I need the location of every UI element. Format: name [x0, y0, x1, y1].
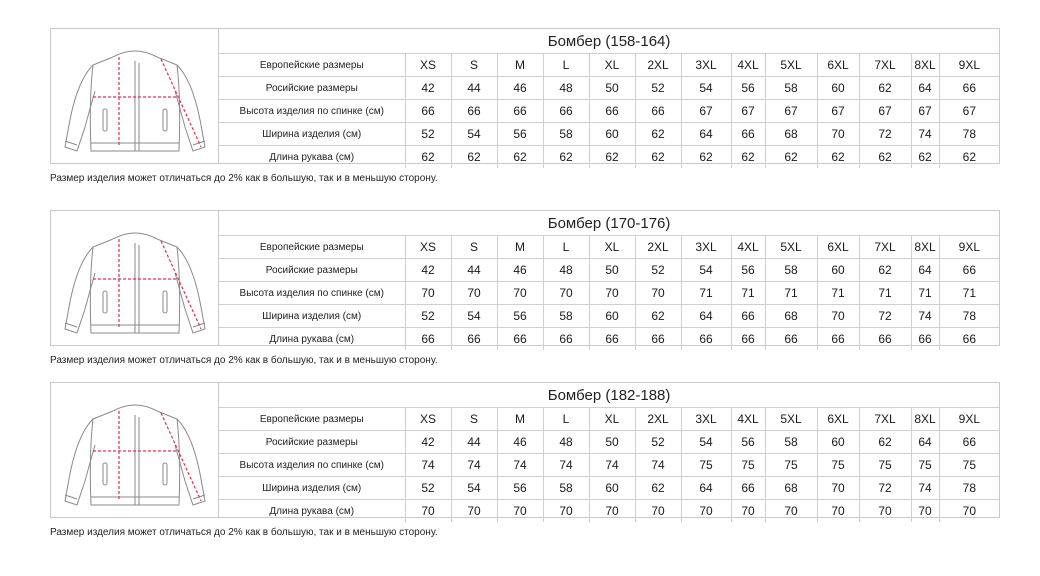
table-cell: 78: [939, 305, 999, 328]
table-cell: XL: [589, 54, 635, 77]
table-cell: 66: [765, 328, 817, 351]
table-cell: 62: [859, 259, 911, 282]
table-cell: 9XL: [939, 408, 999, 431]
table-cell: 56: [731, 431, 765, 454]
bomber-jacket-icon: [51, 211, 219, 345]
table-row: [219, 500, 999, 523]
table-cell: 75: [817, 454, 859, 477]
size-chart: [50, 210, 1000, 346]
table-cell: 4XL: [731, 408, 765, 431]
table-cell: 62: [635, 305, 681, 328]
table-cell: 74: [451, 454, 497, 477]
table-cell: 70: [731, 500, 765, 523]
table-cell: 52: [405, 123, 451, 146]
table-cell: M: [497, 408, 543, 431]
table-cell: 54: [681, 431, 731, 454]
table-cell: 74: [911, 305, 939, 328]
row-label: Европейские размеры: [219, 236, 405, 259]
table-cell: XL: [589, 408, 635, 431]
table-cell: 62: [635, 123, 681, 146]
table-cell: 62: [589, 146, 635, 169]
table-cell: M: [497, 54, 543, 77]
table-cell: 71: [765, 282, 817, 305]
row-label: Европейские размеры: [219, 408, 405, 431]
table-cell: 66: [939, 431, 999, 454]
table-cell: 70: [939, 500, 999, 523]
table-cell: 75: [765, 454, 817, 477]
table-row: [219, 54, 999, 77]
table-cell: 74: [589, 454, 635, 477]
table-cell: 3XL: [681, 408, 731, 431]
table-title-row: [219, 211, 999, 236]
table-row: [219, 454, 999, 477]
size-chart-block-3: [50, 382, 1000, 538]
table-cell: S: [451, 54, 497, 77]
table-cell: 5XL: [765, 408, 817, 431]
table-cell: S: [451, 236, 497, 259]
table-cell: 62: [817, 146, 859, 169]
table-cell: 50: [589, 431, 635, 454]
table-cell: 64: [681, 123, 731, 146]
row-label: Длина рукава (см): [219, 146, 405, 169]
table-title: Бомбер (182-188): [547, 386, 671, 404]
table-cell: 75: [939, 454, 999, 477]
table-cell: 62: [911, 146, 939, 169]
table-cell: 72: [859, 123, 911, 146]
table-cell: 9XL: [939, 236, 999, 259]
table-cell: 58: [765, 77, 817, 100]
table-cell: 70: [589, 500, 635, 523]
table-cell: 48: [543, 431, 589, 454]
table-cell: 52: [405, 477, 451, 500]
table-cell: 66: [589, 100, 635, 123]
table-cell: 70: [405, 500, 451, 523]
table-cell: 58: [543, 123, 589, 146]
table-cell: 66: [731, 328, 765, 351]
table-cell: 66: [451, 328, 497, 351]
table-cell: 42: [405, 259, 451, 282]
table-cell: 64: [681, 477, 731, 500]
table-cell: 54: [451, 305, 497, 328]
table-cell: 52: [405, 305, 451, 328]
table-cell: 62: [681, 146, 731, 169]
size-table: [219, 29, 999, 168]
table-cell: 70: [405, 282, 451, 305]
table-cell: 56: [497, 477, 543, 500]
table-cell: 62: [859, 431, 911, 454]
table-cell: 56: [731, 77, 765, 100]
table-cell: 71: [911, 282, 939, 305]
table-cell: 67: [859, 100, 911, 123]
table-cell: 60: [589, 477, 635, 500]
table-cell: 64: [681, 305, 731, 328]
row-label: Ширина изделия (см): [219, 123, 405, 146]
table-cell: 75: [681, 454, 731, 477]
bomber-jacket-icon: [51, 383, 219, 517]
table-cell: 66: [635, 328, 681, 351]
table-cell: M: [497, 236, 543, 259]
table-cell: 56: [497, 123, 543, 146]
table-cell: 64: [911, 431, 939, 454]
table-cell: 46: [497, 77, 543, 100]
table-row: [219, 305, 999, 328]
table-cell: 70: [497, 282, 543, 305]
table-cell: 68: [765, 123, 817, 146]
table-row: [219, 431, 999, 454]
table-cell: 66: [543, 100, 589, 123]
table-cell: 50: [589, 259, 635, 282]
size-chart: [50, 382, 1000, 518]
table-cell: 6XL: [817, 408, 859, 431]
row-label: Росийские размеры: [219, 259, 405, 282]
table-cell: 67: [911, 100, 939, 123]
table-cell: 71: [681, 282, 731, 305]
table-row: [219, 77, 999, 100]
table-cell: 71: [939, 282, 999, 305]
table-cell: L: [543, 236, 589, 259]
table-cell: 58: [765, 259, 817, 282]
table-cell: 67: [681, 100, 731, 123]
row-label: Росийские размеры: [219, 431, 405, 454]
table-cell: 66: [405, 100, 451, 123]
table-cell: 60: [589, 123, 635, 146]
table-cell: L: [543, 54, 589, 77]
table-cell: 66: [731, 123, 765, 146]
table-cell: 70: [859, 500, 911, 523]
bomber-jacket-icon: [51, 29, 219, 163]
table-cell: 5XL: [765, 54, 817, 77]
table-cell: 62: [859, 146, 911, 169]
table-cell: 56: [497, 305, 543, 328]
table-cell: 68: [765, 305, 817, 328]
table-cell: 66: [817, 328, 859, 351]
table-cell: 9XL: [939, 54, 999, 77]
table-cell: 71: [859, 282, 911, 305]
table-cell: 8XL: [911, 408, 939, 431]
table-cell: 62: [635, 477, 681, 500]
table-cell: 54: [681, 259, 731, 282]
table-cell: 66: [635, 100, 681, 123]
table-cell: 62: [635, 146, 681, 169]
table-cell: 46: [497, 259, 543, 282]
table-row: [219, 477, 999, 500]
table-title-row: [219, 29, 999, 54]
table-cell: L: [543, 408, 589, 431]
table-cell: 58: [765, 431, 817, 454]
table-cell: 8XL: [911, 54, 939, 77]
table-cell: 60: [817, 431, 859, 454]
table-cell: 7XL: [859, 408, 911, 431]
table-cell: 8XL: [911, 236, 939, 259]
table-cell: 62: [765, 146, 817, 169]
table-cell: 2XL: [635, 408, 681, 431]
table-row: [219, 100, 999, 123]
table-cell: 66: [911, 328, 939, 351]
table-cell: 60: [817, 259, 859, 282]
table-cell: 66: [859, 328, 911, 351]
table-cell: 74: [497, 454, 543, 477]
table-cell: 74: [911, 477, 939, 500]
table-cell: 78: [939, 123, 999, 146]
table-cell: 62: [939, 146, 999, 169]
table-cell: 48: [543, 77, 589, 100]
table-cell: 60: [589, 305, 635, 328]
table-title: Бомбер (158-164): [547, 32, 671, 50]
table-row: [219, 259, 999, 282]
table-cell: 70: [451, 500, 497, 523]
row-label: Высота изделия по спинке (см): [219, 282, 405, 305]
size-chart: [50, 28, 1000, 164]
table-cell: 54: [451, 123, 497, 146]
table-cell: 68: [765, 477, 817, 500]
table-cell: 67: [765, 100, 817, 123]
table-title: Бомбер (170-176): [547, 214, 671, 232]
table-title-row: [219, 383, 999, 408]
table-cell: 70: [817, 477, 859, 500]
table-cell: 66: [405, 328, 451, 351]
row-label: Ширина изделия (см): [219, 477, 405, 500]
table-cell: 66: [731, 305, 765, 328]
table-row: [219, 282, 999, 305]
row-label: Высота изделия по спинке (см): [219, 100, 405, 123]
table-cell: 60: [817, 77, 859, 100]
table-cell: 66: [681, 328, 731, 351]
table-cell: 54: [451, 477, 497, 500]
table-cell: 70: [681, 500, 731, 523]
table-cell: 44: [451, 259, 497, 282]
table-cell: 62: [543, 146, 589, 169]
table-cell: 70: [765, 500, 817, 523]
table-cell: 2XL: [635, 54, 681, 77]
size-table: [219, 383, 999, 522]
table-cell: 56: [731, 259, 765, 282]
size-chart-block-1: [50, 28, 1000, 184]
table-cell: 66: [543, 328, 589, 351]
table-row: [219, 236, 999, 259]
table-cell: 7XL: [859, 54, 911, 77]
table-cell: 66: [451, 100, 497, 123]
size-note: Размер изделия может отличаться до 2% как в большую, так и в меньшую сторону.: [50, 173, 438, 184]
table-cell: 42: [405, 77, 451, 100]
table-cell: 71: [817, 282, 859, 305]
table-cell: 66: [731, 477, 765, 500]
table-cell: 72: [859, 305, 911, 328]
table-cell: 75: [859, 454, 911, 477]
table-cell: 72: [859, 477, 911, 500]
table-cell: 70: [543, 500, 589, 523]
table-cell: 64: [911, 259, 939, 282]
table-cell: 70: [817, 305, 859, 328]
table-cell: 4XL: [731, 236, 765, 259]
table-cell: 66: [939, 77, 999, 100]
table-cell: 70: [817, 500, 859, 523]
table-cell: 3XL: [681, 54, 731, 77]
table-cell: 70: [911, 500, 939, 523]
table-cell: 75: [911, 454, 939, 477]
table-cell: 74: [635, 454, 681, 477]
size-chart-block-2: [50, 210, 1000, 366]
table-cell: 42: [405, 431, 451, 454]
table-cell: 52: [635, 259, 681, 282]
table-cell: 67: [817, 100, 859, 123]
table-cell: 62: [859, 77, 911, 100]
table-cell: 70: [543, 282, 589, 305]
size-note: Размер изделия может отличаться до 2% как в большую, так и в меньшую сторону.: [50, 355, 438, 366]
table-cell: XS: [405, 236, 451, 259]
row-label: Ширина изделия (см): [219, 305, 405, 328]
table-cell: 62: [405, 146, 451, 169]
table-cell: 6XL: [817, 236, 859, 259]
table-cell: 70: [497, 500, 543, 523]
table-cell: 74: [543, 454, 589, 477]
row-label: Длина рукава (см): [219, 328, 405, 351]
table-cell: 78: [939, 477, 999, 500]
table-cell: 2XL: [635, 236, 681, 259]
table-cell: 66: [589, 328, 635, 351]
table-cell: XS: [405, 54, 451, 77]
table-cell: 50: [589, 77, 635, 100]
table-cell: 70: [589, 282, 635, 305]
table-cell: 64: [911, 77, 939, 100]
table-cell: 5XL: [765, 236, 817, 259]
table-cell: 6XL: [817, 54, 859, 77]
table-cell: 66: [939, 259, 999, 282]
table-cell: 58: [543, 305, 589, 328]
row-label: Длина рукава (см): [219, 500, 405, 523]
table-cell: 74: [911, 123, 939, 146]
table-cell: 62: [451, 146, 497, 169]
table-cell: 66: [939, 328, 999, 351]
table-cell: 75: [731, 454, 765, 477]
table-cell: 62: [731, 146, 765, 169]
table-cell: 52: [635, 431, 681, 454]
row-label: Европейские размеры: [219, 54, 405, 77]
table-row: [219, 146, 999, 169]
size-table: [219, 211, 999, 350]
table-cell: 7XL: [859, 236, 911, 259]
table-cell: 44: [451, 77, 497, 100]
table-cell: 3XL: [681, 236, 731, 259]
table-cell: 58: [543, 477, 589, 500]
table-cell: 67: [731, 100, 765, 123]
size-note: Размер изделия может отличаться до 2% как в большую, так и в меньшую сторону.: [50, 527, 438, 538]
table-cell: 48: [543, 259, 589, 282]
table-row: [219, 328, 999, 351]
table-cell: 44: [451, 431, 497, 454]
table-cell: 70: [817, 123, 859, 146]
table-row: [219, 123, 999, 146]
row-label: Высота изделия по спинке (см): [219, 454, 405, 477]
table-cell: XS: [405, 408, 451, 431]
table-cell: 70: [635, 500, 681, 523]
table-cell: 4XL: [731, 54, 765, 77]
table-cell: 67: [939, 100, 999, 123]
table-cell: 70: [635, 282, 681, 305]
table-cell: 62: [497, 146, 543, 169]
table-cell: 66: [497, 328, 543, 351]
table-cell: 70: [451, 282, 497, 305]
table-cell: XL: [589, 236, 635, 259]
table-cell: 54: [681, 77, 731, 100]
table-cell: 46: [497, 431, 543, 454]
row-label: Росийские размеры: [219, 77, 405, 100]
table-cell: S: [451, 408, 497, 431]
table-cell: 66: [497, 100, 543, 123]
table-cell: 52: [635, 77, 681, 100]
table-cell: 74: [405, 454, 451, 477]
table-cell: 71: [731, 282, 765, 305]
table-row: [219, 408, 999, 431]
